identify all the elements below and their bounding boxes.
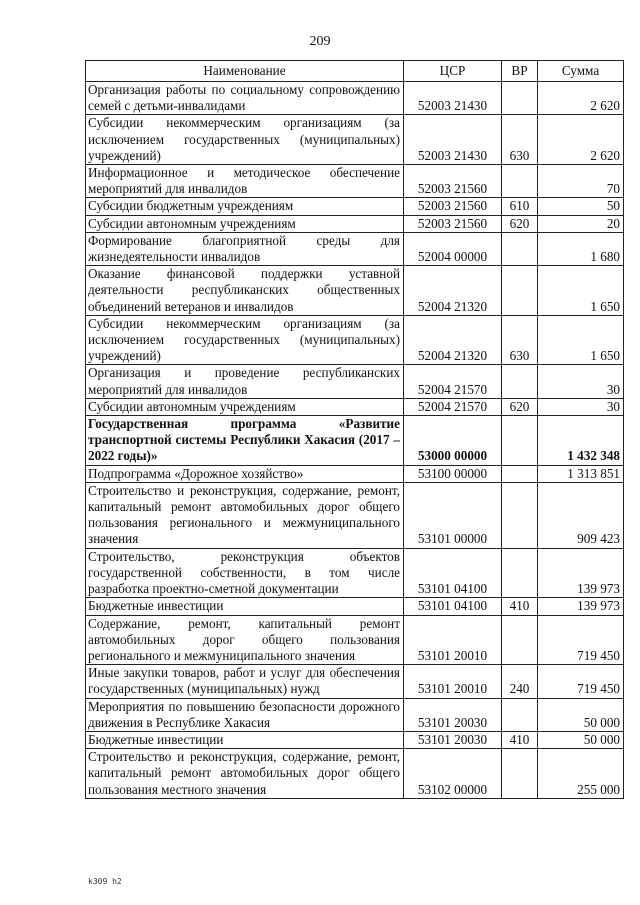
row-name-cell: Бюджетные инвестиции — [86, 731, 404, 748]
table-row — [86, 315, 624, 365]
row-name-cell: Подпрограмма «Дорожное хозяйство» — [86, 465, 404, 482]
table-row — [86, 665, 624, 698]
row-name-cell: Строительство и реконструкция, содержание, ремонт, капитальный ремонт автомобильных дорог общего пользования местного значения — [86, 749, 404, 799]
row-vr-cell: 410 — [502, 598, 538, 615]
row-vr-cell: 630 — [502, 115, 538, 165]
row-sum-cell: 1 313 851 — [538, 465, 624, 482]
table-row — [86, 215, 624, 232]
row-sum-cell: 30 — [538, 398, 624, 415]
row-vr-cell — [502, 165, 538, 198]
table-row — [86, 365, 624, 398]
row-vr-cell — [502, 232, 538, 265]
row-sum-cell: 50 000 — [538, 698, 624, 731]
row-vr-cell — [502, 548, 538, 598]
table-row — [86, 198, 624, 215]
row-sum-cell: 719 450 — [538, 665, 624, 698]
table-row — [86, 749, 624, 799]
table-header-row — [86, 61, 624, 82]
row-sum-cell: 1 650 — [538, 266, 624, 316]
table-row — [86, 232, 624, 265]
row-name-cell: Содержание, ремонт, капитальный ремонт автомобильных дорог общего пользования регионального и межмуниципального значения — [86, 615, 404, 665]
row-vr-cell — [502, 482, 538, 548]
column-header-sum: Сумма — [538, 61, 624, 82]
row-sum-cell: 909 423 — [538, 482, 624, 548]
column-header-vr: ВР — [502, 61, 538, 82]
row-sum-cell: 2 620 — [538, 115, 624, 165]
row-vr-cell — [502, 82, 538, 115]
row-csr-cell: 52004 21570 — [404, 398, 502, 415]
row-name-cell: Государственная программа «Развитие транспортной системы Республики Хакасия (2017 – 2022 годы)» — [86, 416, 404, 466]
row-csr-cell: 52004 21570 — [404, 365, 502, 398]
row-name-cell: Строительство, реконструкция объектов государственной собственности, в том числе разработка проектно-сметной документации — [86, 548, 404, 598]
row-csr-cell: 53101 20030 — [404, 698, 502, 731]
row-vr-cell — [502, 266, 538, 316]
row-csr-cell: 52003 21560 — [404, 165, 502, 198]
table-row — [86, 416, 624, 466]
column-header-csr: ЦСР — [404, 61, 502, 82]
row-csr-cell: 53000 00000 — [404, 416, 502, 466]
row-name-cell: Субсидии автономным учреждениям — [86, 215, 404, 232]
table-row — [86, 465, 624, 482]
row-csr-cell: 52003 21560 — [404, 198, 502, 215]
row-sum-cell: 1 680 — [538, 232, 624, 265]
table-row — [86, 266, 624, 316]
row-csr-cell: 53102 00000 — [404, 749, 502, 799]
table-row — [86, 115, 624, 165]
row-csr-cell: 53100 00000 — [404, 465, 502, 482]
row-sum-cell: 1 650 — [538, 315, 624, 365]
row-name-cell: Бюджетные инвестиции — [86, 598, 404, 615]
row-csr-cell: 53101 04100 — [404, 598, 502, 615]
row-name-cell: Мероприятия по повышению безопасности дорожного движения в Республике Хакасия — [86, 698, 404, 731]
footer-code: k309 h2 — [88, 877, 122, 886]
row-csr-cell: 53101 00000 — [404, 482, 502, 548]
row-vr-cell — [502, 749, 538, 799]
row-csr-cell: 52003 21430 — [404, 82, 502, 115]
row-sum-cell: 50 000 — [538, 731, 624, 748]
column-header-name: Наименование — [86, 61, 404, 82]
row-sum-cell: 139 973 — [538, 598, 624, 615]
row-csr-cell: 52003 21560 — [404, 215, 502, 232]
row-name-cell: Организация и проведение республиканских мероприятий для инвалидов — [86, 365, 404, 398]
row-sum-cell: 20 — [538, 215, 624, 232]
row-name-cell: Оказание финансовой поддержки уставной деятельности республиканских общественных объединений ветеранов и инвалидов — [86, 266, 404, 316]
row-sum-cell: 50 — [538, 198, 624, 215]
row-csr-cell: 52004 21320 — [404, 315, 502, 365]
row-vr-cell: 410 — [502, 731, 538, 748]
table-row — [86, 165, 624, 198]
row-vr-cell: 630 — [502, 315, 538, 365]
row-name-cell: Иные закупки товаров, работ и услуг для обеспечения государственных (муниципальных) нужд — [86, 665, 404, 698]
row-csr-cell: 53101 20010 — [404, 615, 502, 665]
page-number: 209 — [309, 34, 331, 49]
row-vr-cell — [502, 365, 538, 398]
row-vr-cell — [502, 465, 538, 482]
row-sum-cell: 139 973 — [538, 548, 624, 598]
row-sum-cell: 719 450 — [538, 615, 624, 665]
row-name-cell: Информационное и методическое обеспечение мероприятий для инвалидов — [86, 165, 404, 198]
row-vr-cell: 620 — [502, 215, 538, 232]
table-row — [86, 398, 624, 415]
row-sum-cell: 2 620 — [538, 82, 624, 115]
table-row — [86, 698, 624, 731]
table-row — [86, 82, 624, 115]
row-csr-cell: 52003 21430 — [404, 115, 502, 165]
row-name-cell: Формирование благоприятной среды для жизнедеятельности инвалидов — [86, 232, 404, 265]
table-row — [86, 615, 624, 665]
row-name-cell: Строительство и реконструкция, содержание, ремонт, капитальный ремонт автомобильных дорог общего пользования регионального и межмуниципального значения — [86, 482, 404, 548]
row-name-cell: Организация работы по социальному сопровождению семей с детьми-инвалидами — [86, 82, 404, 115]
row-vr-cell — [502, 416, 538, 466]
row-vr-cell — [502, 698, 538, 731]
row-name-cell: Субсидии автономным учреждениям — [86, 398, 404, 415]
table-row — [86, 598, 624, 615]
row-csr-cell: 53101 20030 — [404, 731, 502, 748]
budget-table — [85, 60, 624, 799]
row-name-cell: Субсидии некоммерческим организациям (за исключением государственных (муниципальных) учреждений) — [86, 315, 404, 365]
row-vr-cell — [502, 615, 538, 665]
row-csr-cell: 52004 00000 — [404, 232, 502, 265]
row-vr-cell: 620 — [502, 398, 538, 415]
row-csr-cell: 53101 04100 — [404, 548, 502, 598]
row-name-cell: Субсидии некоммерческим организациям (за исключением государственных (муниципальных) учреждений) — [86, 115, 404, 165]
table-row — [86, 482, 624, 548]
table-row — [86, 548, 624, 598]
table-row — [86, 731, 624, 748]
row-csr-cell: 53101 20010 — [404, 665, 502, 698]
row-vr-cell: 610 — [502, 198, 538, 215]
row-name-cell: Субсидии бюджетным учреждениям — [86, 198, 404, 215]
row-sum-cell: 1 432 348 — [538, 416, 624, 466]
row-sum-cell: 30 — [538, 365, 624, 398]
row-vr-cell: 240 — [502, 665, 538, 698]
row-sum-cell: 255 000 — [538, 749, 624, 799]
row-csr-cell: 52004 21320 — [404, 266, 502, 316]
row-sum-cell: 70 — [538, 165, 624, 198]
